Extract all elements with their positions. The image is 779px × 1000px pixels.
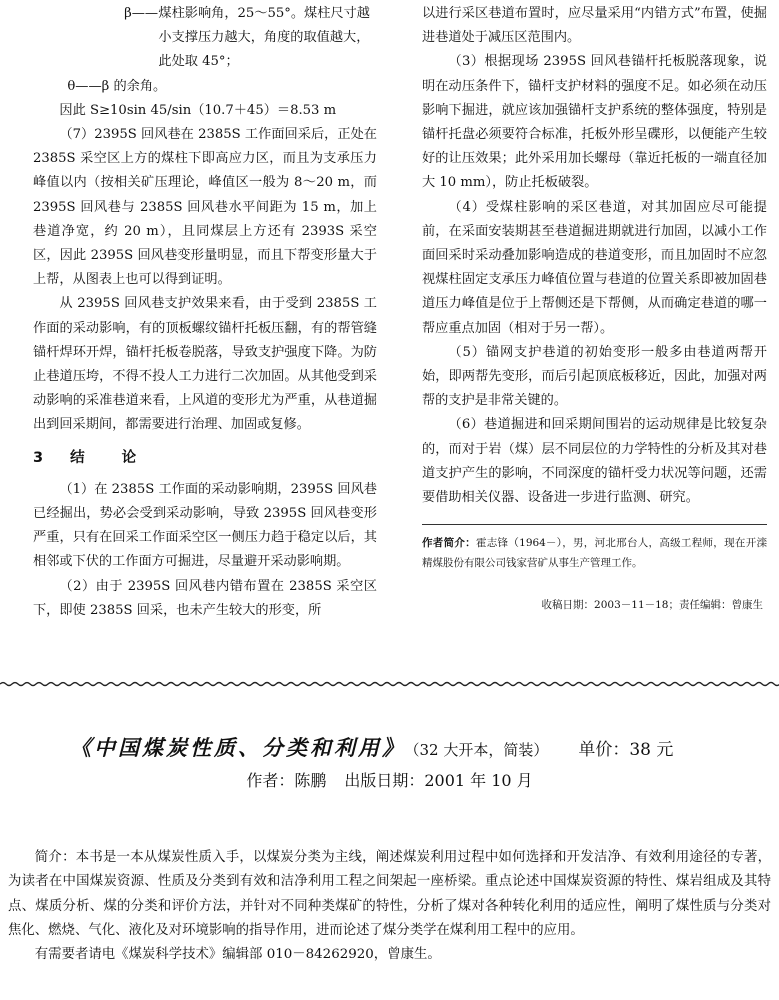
footnote-divider bbox=[422, 524, 767, 525]
right-column bbox=[422, 2, 767, 617]
section-title-char-1: 结 bbox=[70, 449, 86, 466]
definition-beta bbox=[33, 2, 377, 75]
conclusion-5: （5）锚网支护巷道的初始变形一般多由巷道两帮开始，即两帮先变形，而后引起顶底板移近，因此，加强对两帮的支护是非常关键的。 bbox=[422, 344, 767, 409]
conclusion-2-continued: 以进行采区巷道布置时，应尽量采用“内错方式”布置，使掘进巷道处于减压区范围内。 bbox=[422, 6, 767, 46]
section-heading-conclusion bbox=[33, 446, 377, 470]
definition-symbol: θ—— bbox=[67, 78, 102, 94]
section-number: 3 bbox=[33, 449, 45, 466]
book-intro: 简介：本书是一本从煤炭性质入手，以煤炭分类为主线，阐述煤炭利用过程中如何选择和开发洁净、有效利用途径的专著，为读者在中国煤炭资源、性质及分类到有效和洁净利用工程之间架起一座桥梁。重点论述中国煤炭资源的特性、煤岩组成及其特点、煤质分析、煤的分类和评价方法，并针对不同种类煤矿的特性，分析了煤对各种转化利用的适应性，阐明了煤性质与分类对焦化、燃烧、气化、液化及对环境影响的指导作用，进而论述了煤分类学在煤利用工程中的应用。 bbox=[8, 850, 771, 938]
definition-theta bbox=[33, 75, 377, 99]
ad-title-line bbox=[70, 732, 673, 762]
paragraph-7: （7）2395S 回风巷在 2385S 工作面回采后，正处在 2385S 采空区上方的煤柱下即高应力区，而且为支承压力峰值以内（按相关矿压理论，峰值区一般为 8～20 m，而 2395S 回风巷与 2385S 回风巷水平间距为 15 m，加上巷道净宽，约 20 m），且同煤层上方还有 2393S 采空区，因此 2395S 回风巷变形量明显，而且下帮变形量大于上帮，从图表上也可以得到证明。 bbox=[33, 127, 377, 288]
author-bio bbox=[422, 533, 767, 573]
section-title-char-2: 论 bbox=[121, 449, 138, 466]
paragraph-support-effect: 从 2395S 回风巷支护效果来看，由于受到 2385S 工作面的采动影响，有的顶板螺纹锚杆托板压翻，有的帮管缝锚杆焊环开焊，锚杆托板卷脱落，导致支护强度下降。为防止巷道压垮，不得不投人工力进行二次加固。从其他受到采动影响的采准巷道来看，上风道的变形尤为严重，从巷道掘出到回采期间，都需要进行治理、加固或复修。 bbox=[33, 296, 377, 433]
definition-text: β 的余角。 bbox=[101, 78, 167, 94]
author-bio-label: 作者简介： bbox=[422, 537, 476, 550]
definition-symbol: β—— bbox=[124, 6, 159, 21]
wavy-divider bbox=[0, 680, 779, 688]
book-author: 作者：陈鹏 bbox=[246, 771, 327, 790]
author-bio-text: 霍志锋（1964－），男，河北邢台人，高级工程师，现在开滦精煤股份有限公司钱家营矿从事生产管理工作。 bbox=[422, 537, 767, 570]
conclusion-2: （2）由于 2395S 回风巷内错布置在 2385S 采空区下，即使 2385S 回采，也未产生较大的形变，所 bbox=[33, 578, 377, 618]
book-spec: （32 大开本，简装） bbox=[412, 741, 549, 759]
book-title: 《中国煤炭性质、分类和利用》 bbox=[70, 736, 406, 760]
order-contact: 有需要者请电《煤炭科学技术》编辑部 010－84262920，曾康生。 bbox=[34, 947, 441, 963]
conclusion-1: （1）在 2385S 工作面的采动影响期，2395S 回风巷已经掘出，势必会受到采动影响，导致 2395S 回风巷变形严重，只有在回采工作面采空区一侧压力趋于稳定以后，其相邻或下伏的工作面方可掘进，尽量避开采动影响期。 bbox=[33, 481, 377, 570]
book-price: 单价：38 元 bbox=[578, 740, 674, 760]
conclusion-6: （6）巷道掘进和回采期间围岩的运动规律是比较复杂的，而对于岩（煤）层不同层位的力学特性的分析及其对巷道支护产生的影响，不同深度的锚杆受力状况等问题，还需要借助相关仪器、设备进一步进行监测、研究。 bbox=[422, 417, 767, 506]
conclusion-3: （3）根据现场 2395S 回风巷锚杆托板脱落现象，说明在动压条件下，锚杆支护材料的强度不足。如必须在动压影响下掘进，就应该加强锚杆支护系统的整体强度，特别是锚杆托盘必须要符合标准，托板外形呈碟形，以便能产生较好的让压效果；此外采用加长螺母（靠近托板的一端直径加大 10 mm），防止托板破裂。 bbox=[422, 54, 767, 191]
ad-author-line bbox=[0, 768, 779, 791]
publish-date: 出版日期：2001 年 10 月 bbox=[344, 771, 533, 790]
definition-text: 煤柱影响角，25～55°。煤柱尺寸越小支撑压力越大，角度的取值越大，此处取 45°； bbox=[158, 6, 370, 70]
conclusion-4: （4）受煤柱影响的采区巷道，对其加固应尽可能提前，在采面安装期甚至巷道掘进期就进行加固，以减小工作面回采时采动叠加影响造成的巷道变形，而且加固时不应忽视煤柱固定支承压力峰值位置与巷道的位置关系即被加固巷道压力峰值是位于上帮侧还是下帮侧，从而确定巷道的哪一帮应重点加固（相对于另一帮）。 bbox=[422, 199, 767, 336]
received-date: 收稿日期：2003－11－18；责任编辑：曾康生 bbox=[541, 599, 763, 612]
equation: 因此 S≥10sin 45/sin（10.7＋45）＝8.53 m bbox=[59, 102, 337, 118]
left-column bbox=[33, 2, 377, 623]
ad-body bbox=[8, 846, 771, 967]
